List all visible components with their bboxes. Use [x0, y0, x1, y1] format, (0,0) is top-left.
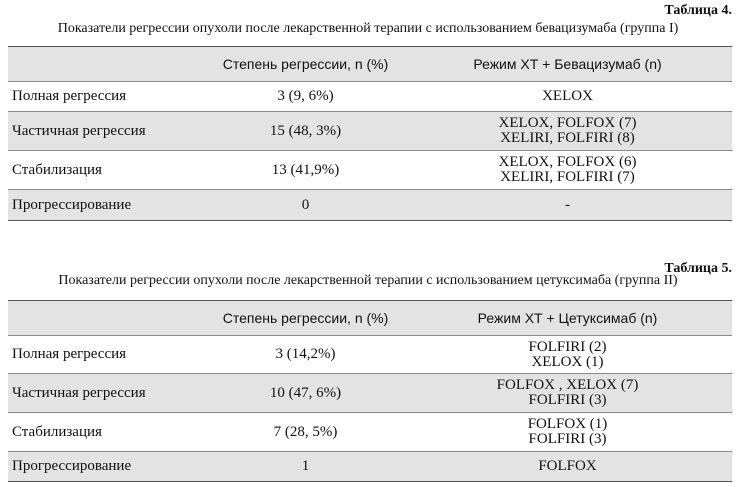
regimen-line: - [565, 196, 570, 213]
row-value: 3 (9, 6%) [277, 88, 334, 104]
table5-label: Таблица 5. [664, 261, 732, 276]
row-regimen [403, 82, 732, 112]
regimen-line: FOLFIRI (3) [528, 431, 607, 447]
row-value: 1 [208, 452, 403, 482]
table-row [8, 374, 732, 413]
row-name: Прогрессирование [8, 190, 208, 221]
regimen-line: XELOX (1) [531, 353, 604, 370]
table-row [8, 452, 732, 482]
row-value: 3 (14,2%) [275, 346, 336, 362]
row-name: Частичная регрессия [8, 112, 208, 151]
row-value: 10 (47, 6%) [208, 374, 403, 413]
row-value: 7 (28, 5%) [208, 413, 403, 452]
table5-header-regimen: Режим ХТ + Цетуксимаб (n) [403, 301, 732, 336]
table5-header-empty [8, 301, 208, 336]
table5-header-regression: Степень регрессии, n (%) [208, 301, 403, 336]
row-regimen [403, 374, 732, 413]
regimen-line: XELOX, FOLFOX (6) [498, 154, 637, 170]
table4-header-regression: Степень регрессии, n (%) [208, 47, 403, 82]
row-regimen [403, 190, 732, 221]
regimen-line: FOLFOX [538, 458, 597, 474]
row-name: Полная регрессия [12, 88, 127, 104]
row-name: Стабилизация [8, 413, 208, 452]
regimen-line: XELIRI, FOLFIRI (8) [500, 130, 635, 146]
table-row [8, 112, 732, 151]
regimen-line: FOLFOX (1) [527, 416, 608, 432]
table-row [8, 413, 732, 452]
row-name: Частичная регрессия [8, 374, 208, 413]
table-row [8, 82, 732, 112]
regimen-line: XELIRI, FOLFIRI (7) [500, 169, 635, 185]
row-value: 15 (48, 3%) [208, 112, 403, 151]
row-value: 0 [208, 190, 403, 221]
row-name: Стабилизация [8, 151, 208, 190]
table-row [8, 190, 732, 221]
row-regimen [403, 452, 732, 482]
table-row [8, 151, 732, 190]
regimen-line: FOLFIRI (3) [528, 392, 607, 408]
table4-header-regimen: Режим ХТ + Бевацизумаб (n) [403, 47, 732, 82]
regimen-line: FOLFOX , XELOX (7) [496, 377, 639, 393]
row-regimen [403, 112, 732, 151]
row-value: 13 (41,9%) [208, 151, 403, 190]
table5-caption: Показатели регрессии опухоли после лекарственной терапии с использованием цетуксимаба (группа II) [58, 273, 678, 288]
table4-header-row [8, 47, 732, 82]
row-regimen [403, 413, 732, 452]
table4-header-empty [8, 47, 208, 82]
table5 [8, 300, 732, 482]
table4-caption: Показатели регрессии опухоли после лекарственной терапии с использованием бевацизумаба (группа I) [57, 21, 679, 36]
table4 [8, 46, 732, 221]
regimen-line: XELOX [542, 88, 593, 104]
table5-header-row [8, 301, 732, 336]
row-name: Полная регрессия [12, 346, 127, 362]
row-regimen [403, 151, 732, 190]
regimen-line: XELOX, FOLFOX (7) [498, 115, 637, 131]
row-name: Прогрессирование [8, 452, 208, 482]
table4-label: Таблица 4. [664, 3, 732, 18]
table-row [8, 336, 732, 374]
row-regimen [403, 336, 732, 374]
regimen-line: FOLFIRI (2) [528, 338, 607, 355]
